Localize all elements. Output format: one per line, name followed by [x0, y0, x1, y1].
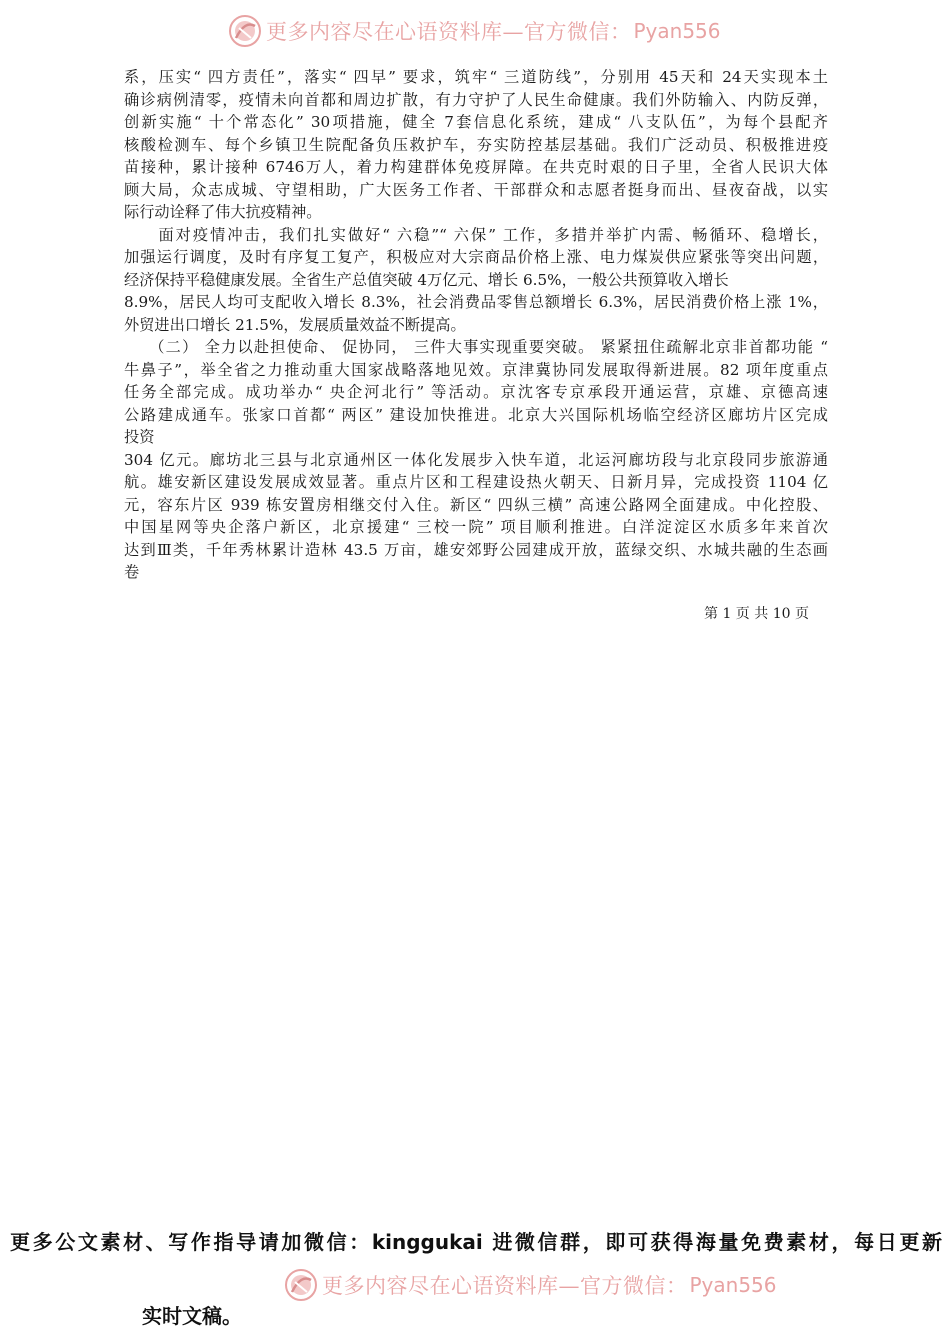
seal-logo-icon	[228, 14, 262, 48]
promo-line-2: 实时文稿。	[142, 1304, 242, 1328]
body-line: 304 亿元。廊坊北三县与北京通州区一体化发展步入快车道，北运河廊坊段与北京段同步旅游通	[124, 450, 828, 469]
body-line: 达到Ⅲ类，千年秀林累计造林 43.5 万亩，雄安郊野公园建成开放，蓝绿交织、水城共融的生态画	[124, 540, 828, 559]
body-line: 苗接种，累计接种 6746万人，着力构建群体免疫屏障。在共克时艰的日子里，全省人民识大体	[124, 158, 828, 176]
body-line: 卷	[124, 563, 140, 581]
body-line: 牛鼻子”，举全省之力推动重大国家战略落地见效。京津冀协同发展取得新进展。82 项年度重点	[124, 360, 828, 379]
watermark-text: 更多内容尽在心语资料库—官方微信：	[322, 1274, 688, 1298]
body-line: 元，容东片区 939 栋安置房相继交付入住。新区“ 四纵三横” 高速公路网全面建成。中化控股、	[124, 495, 828, 514]
body-line: 际行动诠释了伟大抗疫精神。	[124, 203, 322, 221]
body-line: 加强运行调度，及时有序复工复产，积极应对大宗商品价格上涨、电力煤炭供应紧张等突出问题，	[124, 248, 828, 266]
body-line: 任务全部完成。成功举办“ 央企河北行” 等活动。京沈客专京承段开通运营，京雄、京德高速	[124, 383, 828, 401]
body-line: 系，压实“ 四方责任”，落实“ 四早” 要求，筑牢“ 三道防线”，分别用 45天和 24天实现本土	[124, 68, 828, 86]
watermark-header	[228, 14, 721, 48]
body-line: 核酸检测车、每个乡镇卫生院配备负压救护车，夯实防控基层基础。我们广泛动员、积极推进疫	[124, 135, 828, 154]
body-line: （二） 全力以赴担使命、 促协同， 三件大事实现重要突破。 紧紧扭住疏解北京非首都功能 “	[124, 338, 828, 356]
watermark-wechat-id: Pyan556	[633, 19, 721, 43]
body-line: 顾大局，众志成城、守望相助，广大医务工作者、干部群众和志愿者挺身而出、昼夜奋战，以实	[124, 180, 828, 199]
body-line: 经济保持平稳健康发展。全省生产总值突破 4万亿元、增长 6.5%，一般公共预算收入增长	[124, 270, 729, 289]
body-line: 面对疫情冲击，我们扎实做好“ 六稳”“ 六保” 工作，多措并举扩内需、畅循环、稳增长，	[124, 225, 828, 244]
body-line: 创新实施“ 十个常态化” 30项措施，健全 7套信息化系统，建成“ 八支队伍”，为每个县配齐	[124, 113, 828, 131]
body-line: 中国星网等央企落户新区，北京援建“ 三校一院” 项目顺利推进。白洋淀淀区水质多年来首次	[124, 518, 828, 536]
document-body	[124, 66, 828, 584]
seal-logo-icon	[284, 1268, 318, 1302]
watermark-text: 更多内容尽在心语资料库—官方微信：	[266, 20, 632, 44]
watermark-footer	[284, 1268, 777, 1302]
body-line: 外贸进出口增长 21.5%，发展质量效益不断提高。	[124, 315, 466, 334]
body-line: 公路建成通车。张家口首都“ 两区” 建设加快推进。北京大兴国际机场临空经济区廊坊片区完成	[124, 405, 828, 424]
promo-line-1: 更多公文素材、写作指导请加微信：kinggukai 进微信群，即可获得海量免费素材，每日更新	[10, 1230, 942, 1254]
body-line: 航。雄安新区建设发展成效显著。重点片区和工程建设热火朝天、日新月异，完成投资 1104 亿	[124, 473, 828, 491]
page-number: 第 1 页 共 10 页	[704, 606, 809, 622]
body-line: 8.9%，居民人均可支配收入增长 8.3%，社会消费品零售总额增长 6.3%，居民消费价格上涨 1%，	[124, 293, 828, 311]
body-line: 确诊病例清零，疫情未向首都和周边扩散，有力守护了人民生命健康。我们外防输入、内防反弹，	[124, 90, 828, 109]
body-line: 投资	[124, 428, 155, 446]
watermark-wechat-id: Pyan556	[689, 1273, 777, 1297]
